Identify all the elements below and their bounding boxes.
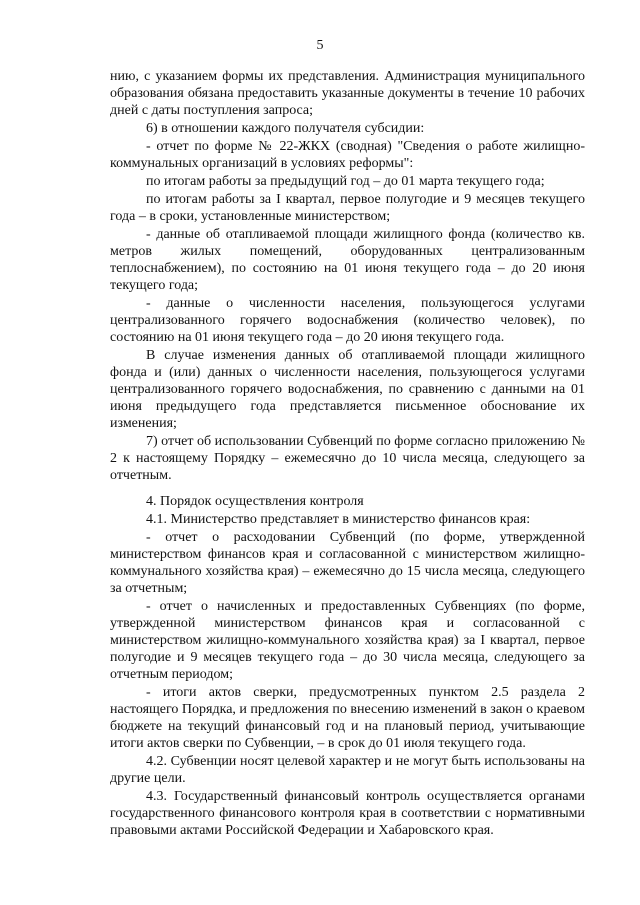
paragraph: 6) в отношении каждого получателя субсидии: (146, 121, 425, 136)
paragraph: - данные о численности населения, пользующегося услугами централизованного горячего водоснабжения (количество человек), по состоянию на 01 июня текущего года – до 20 июня текущего года. (110, 296, 585, 345)
paragraph: 4.3. Государственный финансовый контроль осуществляется органами государственного финансового контроля края в соответствии с нормативными правовыми актами Российской Федерации и Хабаровского края. (110, 789, 585, 838)
section-heading: 4. Порядок осуществления контроля (146, 494, 364, 509)
paragraph: 4.2. Субвенции носят целевой характер и не могут быть использованы на другие цели. (110, 754, 585, 786)
paragraph: - итоги актов сверки, предусмотренных пунктом 2.5 раздела 2 настоящего Порядка, и предложения по внесению изменений в закон о краевом бюджете на текущий финансовый год и на плановый период, учитывающие итоги актов сверки по Субвенции, – в срок до 01 июля текущего года. (110, 685, 585, 751)
paragraph: по итогам работы за I квартал, первое полугодие и 9 месяцев текущего года – в сроки, установленные министерством; (110, 192, 585, 224)
paragraph: - отчет о расходовании Субвенций (по форме, утвержденной министерством финансов края и согласованной с министерством жилищно-коммунального хозяйства края) – ежемесячно до 15 числа месяца, следующего за отчетным; (110, 530, 585, 596)
paragraph: В случае изменения данных об отапливаемой площади жилищного фонда и (или) данных о численности населения, пользующегося услугами централизованного горячего водоснабжения, по сравнению с данными на 01 июня предыдущего года представляется письменное обоснование их изменения; (110, 348, 585, 431)
paragraph: - отчет о начисленных и предоставленных Субвенциях (по форме, утвержденной министерством финансов края и согласованной с министерством жилищно-коммунального хозяйства края) за I квартал, первое полугодие и 9 месяцев текущего года – до 30 числа месяца, следующего за отчетным периодом; (110, 599, 585, 682)
document-body (110, 68, 585, 840)
paragraph: - данные об отапливаемой площади жилищного фонда (количество кв. метров жилых помещений, оборудованных централизованным теплоснабжением), по состоянию на 01 июня текущего года – до 20 июня текущего года; (110, 227, 585, 293)
paragraph: нию, с указанием формы их представления. Администрация муниципального образования обязана предоставить указанные документы в течение 10 рабочих дней с даты поступления запроса; (110, 69, 585, 118)
paragraph: 4.1. Министерство представляет в министерство финансов края: (146, 512, 531, 527)
paragraph: 7) отчет об использовании Субвенций по форме согласно приложению № 2 к настоящему Порядку – ежемесячно до 10 числа месяца, следующего за отчетным. (110, 434, 585, 483)
page-number: 5 (316, 38, 324, 53)
paragraph: по итогам работы за предыдущий год – до 01 марта текущего года; (146, 174, 545, 189)
paragraph: - отчет по форме № 22-ЖКХ (сводная) "Сведения о работе жилищно-коммунальных организаций в условиях реформы": (110, 139, 585, 171)
